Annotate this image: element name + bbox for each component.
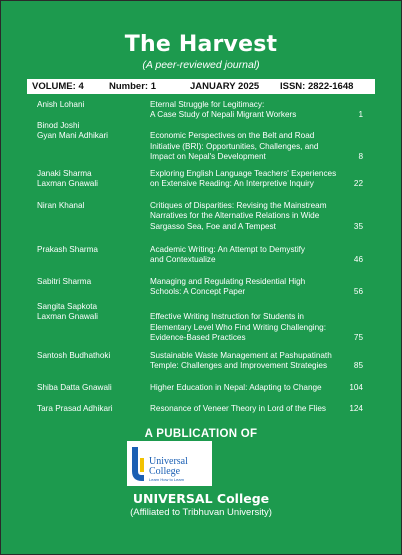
entry-page: 56	[353, 287, 363, 297]
title-line: Elementary Level Who Find Writing Challenging:	[150, 322, 326, 332]
logo-tagline: Learn How to Learn	[149, 477, 185, 482]
entry-title	[150, 245, 350, 266]
entry-title	[150, 277, 350, 298]
entry-title	[150, 383, 350, 393]
title-line: and Contextualize	[150, 255, 216, 265]
entry-authors	[37, 277, 147, 287]
logo-accent-bar	[140, 458, 144, 472]
title-line: Academic Writing: An Attempt to Demystify	[150, 245, 306, 254]
logo-word-2: College	[149, 466, 181, 477]
title-line: Narratives for the Alternative Relations in Wide	[150, 211, 320, 221]
entry-authors	[37, 404, 147, 414]
publication-heading: A PUBLICATION OF	[144, 428, 258, 440]
entry-authors	[37, 302, 147, 323]
title-line: Exploring English Language Teachers' Experiences	[150, 169, 337, 178]
entry-authors	[37, 169, 147, 190]
title-line: A Case Study of Nepali Migrant Workers	[150, 110, 297, 120]
author-name: Sabitri Sharma	[37, 277, 92, 286]
title-line: Resonance of Veneer Theory in Lord of the Flies	[150, 404, 326, 413]
entry-title	[150, 169, 350, 190]
number-label: Number: 1	[109, 81, 156, 92]
title-line: Effective Writing Instruction for Students in	[150, 312, 304, 322]
journal-subtitle: (A peer-reviewed journal)	[142, 59, 260, 71]
title-line: Impact on Nepal's Development	[150, 152, 266, 162]
entry-authors	[37, 201, 147, 211]
title-line: Critiques of Disparities: Revising the Mainstream	[150, 201, 327, 210]
entry-authors	[37, 383, 147, 393]
author-name: Binod Joshi	[37, 121, 80, 130]
entry-title	[150, 404, 350, 414]
author-name: Anish Lohani	[37, 100, 85, 109]
issue-info-bar	[27, 79, 375, 94]
author-name: Santosh Budhathoki	[37, 351, 111, 360]
title-line: Sargasso Sea, Foe and A Tempest	[150, 221, 276, 231]
author-name: Shiba Datta Gnawali	[37, 383, 112, 392]
entry-title	[150, 351, 350, 372]
entry-page: 75	[353, 333, 363, 343]
entry-authors	[37, 121, 147, 142]
university-college-logo	[127, 441, 212, 486]
college-name: UNIVERSAL College	[132, 491, 270, 506]
author-name: Niran Khanal	[37, 201, 85, 210]
entry-authors	[37, 351, 147, 361]
title-line: Economic Perspectives on the Belt and Road	[150, 131, 315, 141]
title-line: Sustainable Waste Management at Pashupatinath	[150, 351, 332, 360]
issue-date: JANUARY 2025	[190, 81, 260, 92]
entry-page: 124	[349, 404, 363, 413]
entry-page: 8	[358, 152, 363, 162]
entry-authors	[37, 245, 147, 255]
title-line: Evidence-Based Practices	[150, 333, 246, 343]
entry-page: 85	[353, 361, 363, 371]
entry-title	[150, 201, 350, 232]
entry-title	[150, 131, 350, 162]
title-line: Higher Education in Nepal: Adapting to Change	[150, 383, 322, 392]
entry-page: 22	[353, 179, 363, 189]
author-name: Prakash Sharma	[37, 245, 98, 254]
author-name: Tara Prasad Adhikari	[37, 404, 113, 413]
title-line: Schools: A Concept Paper	[150, 287, 246, 297]
author-name: Janaki Sharma	[37, 169, 92, 178]
title-line: Initiative (BRI): Opportunities, Challenges, and	[150, 141, 319, 151]
issn-label: ISSN: 2822-1648	[280, 81, 354, 92]
volume-label: VOLUME: 4	[32, 81, 84, 92]
entry-title	[150, 100, 350, 121]
title-line: Managing and Regulating Residential High	[150, 277, 306, 286]
author-name: Laxman Gnawali	[37, 179, 98, 189]
college-affiliation: (Affiliated to Tribhuvan University)	[130, 507, 272, 518]
title-line: Temple: Challenges and Improvement Strategies	[150, 361, 328, 371]
title-line: Eternal Struggle for Legitimacy:	[150, 100, 265, 109]
logo-word-1: Universal	[149, 456, 188, 467]
journal-title: The Harvest	[124, 32, 278, 57]
entry-title	[150, 312, 350, 343]
entry-page: 104	[349, 383, 363, 392]
author-name: Gyan Mani Adhikari	[37, 131, 108, 141]
title-line: on Extensive Reading: An Interpretive Inquiry	[150, 179, 314, 189]
entry-authors	[37, 100, 147, 110]
author-name: Laxman Gnawali	[37, 312, 98, 322]
entry-page: 46	[353, 255, 363, 265]
author-name: Sangita Sapkota	[37, 302, 98, 311]
entry-page: 1	[358, 110, 363, 120]
entry-page: 35	[353, 221, 363, 231]
